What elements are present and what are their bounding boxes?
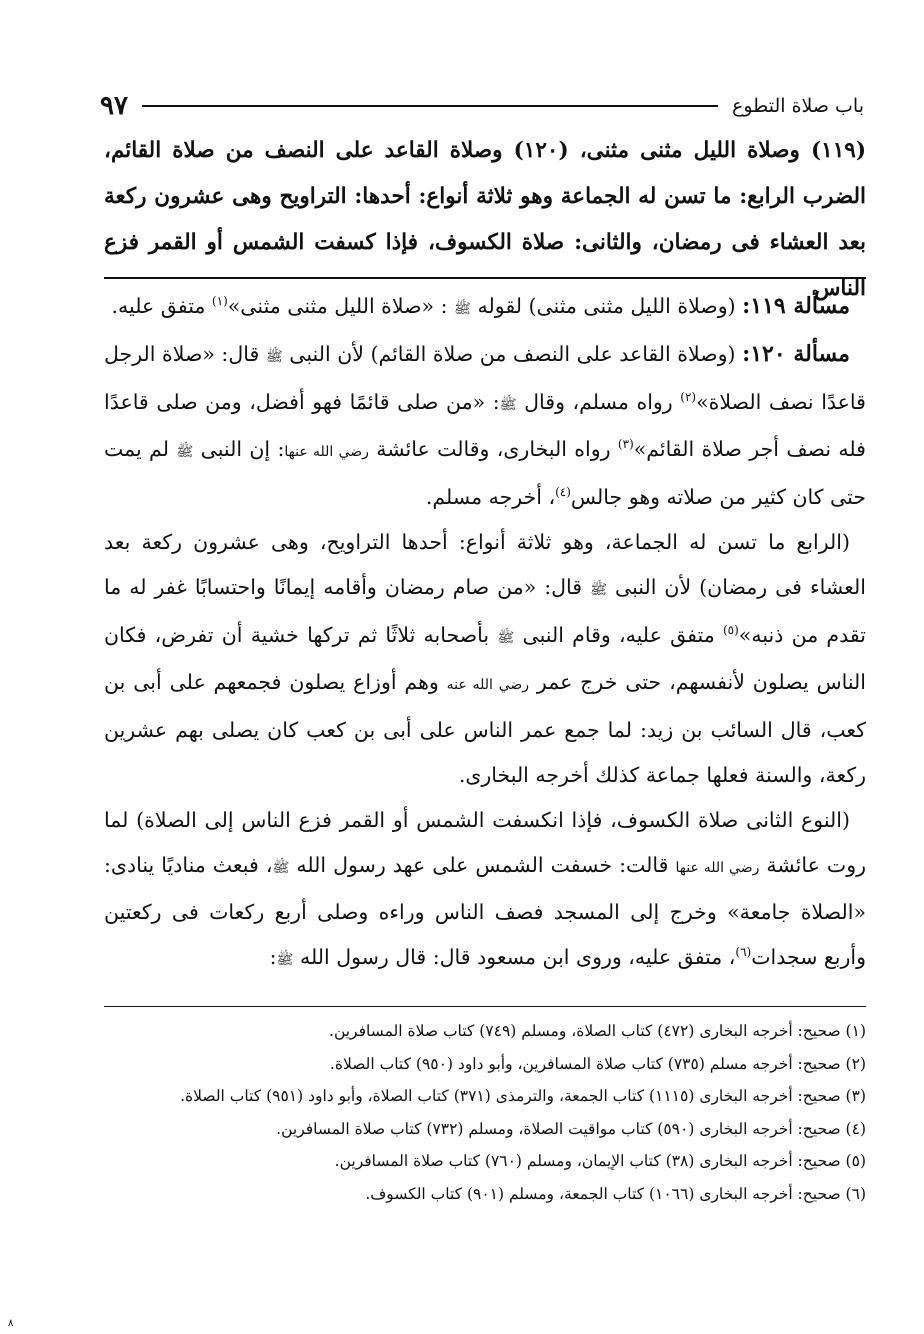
masala-label: مسألة ١١٩: — [742, 293, 850, 319]
text-span: : — [269, 945, 277, 970]
salla-glyph: ﷺ — [499, 396, 517, 413]
text-span: متفق عليه، وقام النبى — [522, 622, 715, 647]
page-mark: ٨ — [8, 1318, 14, 1329]
footnote-ref[interactable]: (٣) — [617, 437, 634, 452]
matn-line: بعد العشاء فى رمضان، والثانى: صلاة الكسوف، فإذا كسفت الشمس أو القمر فزع الناس — [104, 230, 866, 301]
text-span: ، أخرجه مسلم. — [425, 485, 556, 510]
text-span: (وصلاة الليل مثنى مثنى) لقوله — [477, 294, 736, 318]
text-span: (الرابع ما تسن له الجماعة، وهو ثلاثة أنواع: أحدها التراويح، وهى عشرون ركعة بعد العشاء فى رمضان) لأن النبى — [104, 529, 866, 599]
salla-glyph: ﷺ — [265, 348, 283, 365]
footnote: (٦) صحيح: أخرجه البخارى (١٠٦٦) كتاب الجمعة، ومسلم (٩٠١) كتاب الكسوف. — [365, 1184, 866, 1203]
matn-line: الضرب الرابع: ما تسن له الجماعة وهو ثلاثة أنواع: أحدها: التراويح وهى عشرون ركعة — [104, 184, 866, 209]
footnotes — [104, 1015, 866, 1210]
hadith-quote: : «صلاة الليل مثنى مثنى» — [227, 294, 448, 318]
masala-119 — [104, 284, 866, 332]
radi-glyph: رضي الله عنه — [446, 677, 530, 694]
chapter-title: باب صلاة التطوع — [731, 95, 864, 117]
hadith-quote: : «من صلى قائمًا فهو أفضل، ومن صلى قاعدًا فله نصف أجر صلاة القائم» — [104, 389, 866, 462]
salla-glyph: ﷺ — [497, 629, 515, 646]
salla-glyph: ﷺ — [454, 301, 471, 317]
footnote-ref[interactable]: (١) — [211, 294, 228, 309]
masala-120 — [104, 332, 866, 520]
masala-label: مسألة ١٢٠: — [742, 340, 850, 367]
text-span: ، متفق عليه، وروى ابن مسعود قال: قال رسول الله — [299, 945, 736, 970]
footnote-ref[interactable]: (٤) — [555, 485, 571, 500]
header-rule — [142, 105, 718, 107]
commentary-text — [104, 284, 866, 983]
text-span: : إن النبى — [200, 437, 285, 462]
footnote-ref[interactable]: (٦) — [735, 945, 752, 960]
footnote: (١) صحيح: أخرجه البخارى (٤٧٢) كتاب الصلاة، ومسلم (٧٤٩) كتاب صلاة المسافرين. — [329, 1022, 866, 1040]
text-span: ، فبعث مناديًا ينادى: «الصلاة جامعة» وخرج إلى المسجد فصف الناس وراءه وصلى أربع ركعات فى ركعتين وأربع سجدات — [104, 852, 866, 970]
radi-glyph: رضي الله عنها — [284, 444, 369, 461]
footnote: (٤) صحيح: أخرجه البخارى (٥٩٠) كتاب مواقيت الصلاة، ومسلم (٧٣٢) كتاب صلاة المسافرين. — [276, 1119, 866, 1138]
footnote-ref[interactable]: (٢) — [680, 389, 697, 404]
text-span: رواه مسلم، وقال — [524, 389, 673, 414]
hadith-quote: قال: «صلاة الرجل قاعدًا نصف الصلاة» — [104, 341, 866, 414]
text-span: لم يمت حتى كان كثير من صلاته وهو جالس — [104, 437, 866, 510]
footnote: (٣) صحيح: أخرجه البخارى (١١١٥) كتاب الجمعة، والترمذى (٣٧١) كتاب الصلاة، وأبو داود (٩٥١) كتاب الصلاة. — [180, 1087, 866, 1105]
footnote-ref[interactable]: (٥) — [722, 622, 739, 637]
footnote-separator — [104, 1006, 866, 1007]
footnote: (٢) صحيح: أخرجه مسلم (٧٣٥) كتاب صلاة المسافرين، وأبو داود (٩٥٠) كتاب الصلاة. — [329, 1054, 866, 1073]
running-header — [100, 88, 864, 124]
text-span: (وصلاة القاعد على النصف من صلاة القائم) لأن النبى — [289, 341, 736, 366]
text-span: متفق عليه. — [111, 294, 206, 318]
matn-line: (١١٩) وصلاة الليل مثنى مثنى، (١٢٠) وصلاة القاعد على النصف من صلاة القائم، — [104, 138, 866, 163]
text-span: رواه البخارى، وقالت عائشة — [376, 437, 611, 462]
text-span: (النوع الثانى صلاة الكسوف، فإذا انكسفت الشمس أو القمر فزع الناس إلى الصلاة) لما روت عائشة — [104, 807, 867, 877]
radi-glyph: رضي الله عنها — [675, 859, 760, 876]
page-number: ٩٧ — [100, 91, 128, 121]
salla-glyph: ﷺ — [276, 952, 294, 969]
salla-glyph: ﷺ — [272, 859, 290, 876]
text-span: بأصحابه ثلاثًا ثم تركها خشية أن تفرض، فكان الناس يصلون لأنفسهم، حتى خرج عمر — [104, 622, 866, 695]
hadith-quote: قال: «من صام رمضان وأقامه إيمانًا واحتسابًا غفر له ما تقدم من ذنبه» — [104, 574, 866, 647]
text-span: وهم أوزاع يصلون فجمعهم على أبى بن كعب، قال السائب بن زيد: لما جمع عمر الناس على أبى بن كعب كان يصلى بهم عشرين ركعة، والسنة فعلها جماعة كذلك أخرجه البخارى. — [104, 670, 866, 787]
matn-separator — [104, 277, 866, 279]
salla-glyph: ﷺ — [590, 581, 608, 598]
salla-glyph: ﷺ — [176, 444, 194, 461]
text-span: قالت: خسفت الشمس على عهد رسول الله — [296, 852, 669, 877]
kusuf-paragraph — [104, 798, 866, 983]
tarawih-paragraph — [104, 520, 866, 798]
footnote: (٥) صحيح: أخرجه البخارى (٣٨) كتاب الإيمان، ومسلم (٧٦٠) كتاب صلاة المسافرين. — [334, 1152, 866, 1170]
